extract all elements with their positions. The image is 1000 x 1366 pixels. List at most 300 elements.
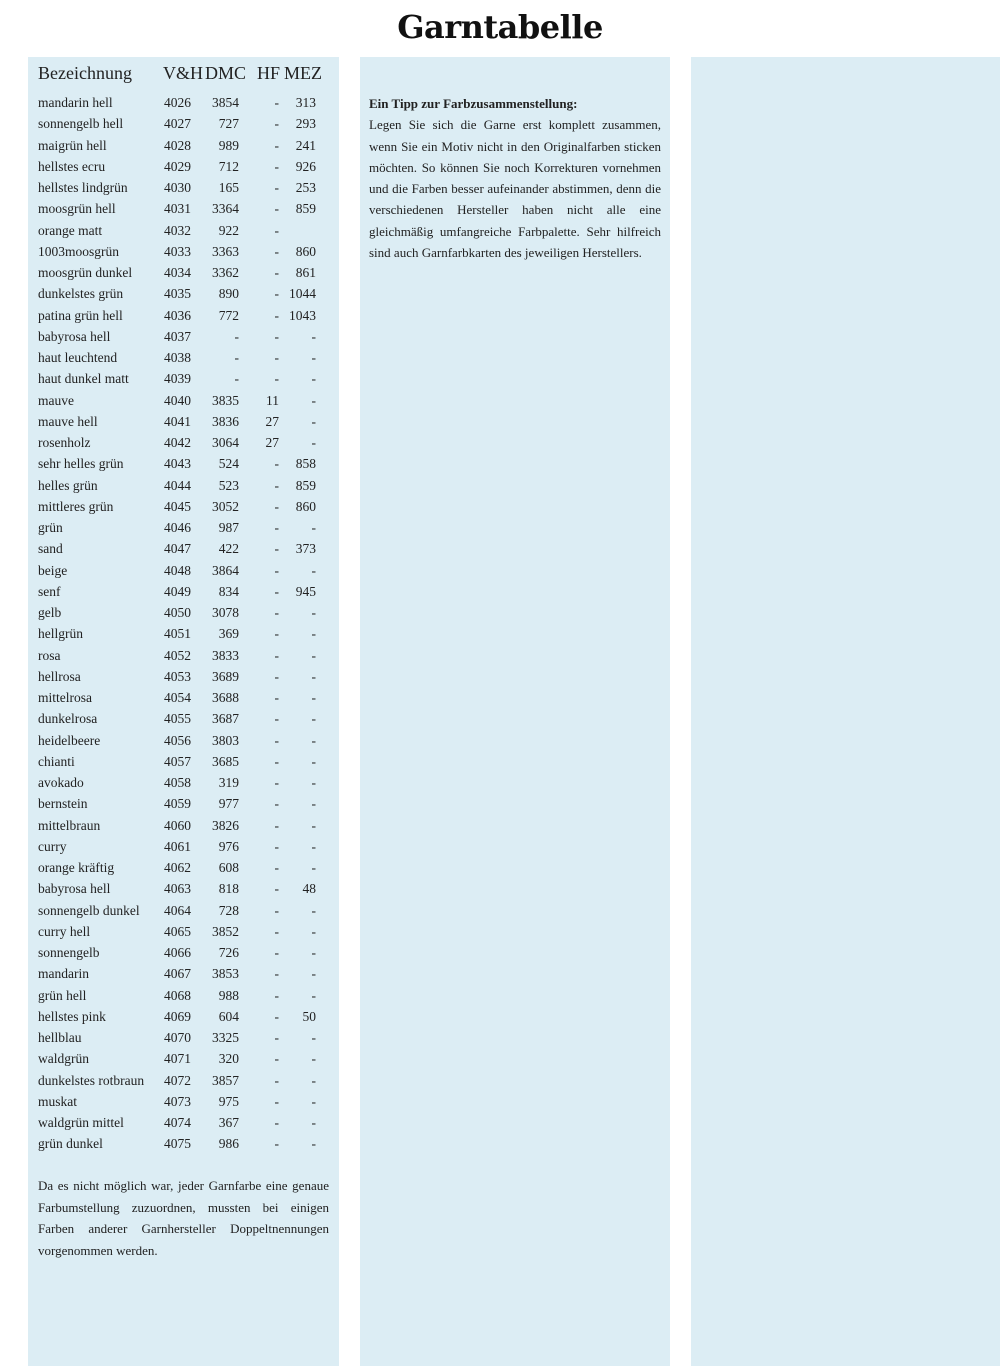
cell-mez: - (311, 435, 316, 450)
cell-hf: - (274, 1051, 279, 1067)
cell-vh: 4060 (164, 817, 191, 833)
cell-name: hellstes lindgrün (38, 180, 128, 195)
cell-hf: - (274, 945, 279, 960)
cell-name: waldgrün mittel (38, 1115, 124, 1130)
cell-hf: - (274, 860, 279, 875)
cell-name: mandarin hell (38, 95, 113, 110)
cell-mez: - (311, 987, 316, 1003)
cell-mez: - (311, 371, 316, 387)
cell-name: maigrün hell (38, 137, 107, 153)
cell-dmc: 422 (218, 541, 239, 557)
table-row (28, 815, 339, 836)
cell-name: hellstes ecru (38, 158, 106, 174)
table-row (28, 985, 339, 1006)
cell-name: chianti (38, 753, 75, 769)
header-name: Bezeichnung (38, 63, 132, 83)
cell-mez: - (311, 1030, 316, 1045)
cell-mez: - (311, 413, 316, 429)
table-row (28, 326, 339, 347)
page-title: Garntabelle (397, 8, 603, 46)
cell-hf: - (274, 371, 279, 387)
cell-name: helles grün (38, 477, 98, 493)
cell-hf: - (274, 201, 279, 217)
cell-mez: - (311, 626, 316, 642)
cell-dmc: 320 (218, 1051, 239, 1067)
cell-name: orange kräftig (38, 860, 115, 875)
cell-mez: - (311, 1072, 316, 1088)
cell-hf: - (274, 1072, 279, 1088)
cell-hf: - (274, 286, 279, 302)
table-row (28, 156, 339, 177)
table-row (28, 368, 339, 389)
table-row (28, 177, 339, 198)
cell-mez: - (311, 838, 316, 854)
table-row (28, 793, 339, 814)
table-row (28, 751, 339, 772)
cell-hf: - (274, 1008, 279, 1024)
cell-dmc: 604 (218, 1008, 239, 1024)
table-row (28, 1133, 339, 1154)
cell-vh: 4070 (164, 1030, 191, 1045)
cell-name: mittelrosa (38, 690, 92, 705)
tip-box (369, 93, 661, 263)
cell-vh: 4056 (164, 732, 191, 748)
cell-mez: - (311, 1051, 316, 1067)
cell-dmc: 3852 (212, 923, 239, 939)
cell-vh: 4072 (164, 1072, 191, 1088)
cell-name: babyrosa hell (38, 328, 111, 344)
cell-name: sehr helles grün (38, 456, 124, 472)
cell-dmc: 3864 (212, 562, 239, 578)
table-row (28, 645, 339, 666)
cell-mez: 859 (295, 477, 316, 493)
table-row (28, 453, 339, 474)
cell-dmc: 3854 (212, 95, 239, 110)
cell-mez: - (311, 350, 316, 365)
cell-name: muskat (38, 1093, 77, 1109)
cell-dmc: 3689 (212, 668, 239, 684)
cell-vh: 4045 (164, 498, 191, 514)
table-row (28, 666, 339, 687)
cell-hf: - (274, 987, 279, 1003)
cell-name: grün (38, 520, 63, 535)
cell-name: waldgrün (38, 1051, 89, 1067)
cell-mez: - (311, 945, 316, 960)
table-row (28, 900, 339, 921)
cell-dmc: 523 (218, 477, 239, 493)
table-row (28, 836, 339, 857)
cell-hf: - (274, 966, 279, 982)
cell-name: babyrosa hell (38, 881, 111, 897)
cell-mez: 860 (295, 498, 316, 514)
cell-vh: 4058 (164, 775, 191, 790)
cell-dmc: 3688 (212, 690, 239, 705)
cell-dmc: 3078 (212, 605, 239, 620)
cell-hf: - (274, 690, 279, 705)
cell-mez: - (311, 860, 316, 875)
cell-vh: 4040 (164, 392, 191, 408)
cell-name: bernstein (38, 796, 88, 812)
cell-hf: - (274, 541, 279, 557)
cell-dmc: 922 (218, 222, 239, 238)
cell-name: haut dunkel matt (38, 371, 129, 387)
cell-hf: - (274, 498, 279, 514)
table-row (28, 113, 339, 134)
cell-mez: 926 (295, 158, 316, 174)
cell-dmc: 772 (218, 307, 239, 323)
cell-name: heidelbeere (38, 732, 101, 748)
table-row (28, 581, 339, 602)
empty-panel (691, 57, 1000, 1366)
cell-mez: 50 (302, 1008, 316, 1024)
cell-hf: - (274, 605, 279, 620)
cell-vh: 4067 (164, 966, 191, 982)
cell-dmc: 834 (218, 583, 239, 599)
table-row (28, 390, 339, 411)
cell-name: mauve (38, 392, 74, 408)
cell-name: beige (38, 562, 68, 578)
cell-dmc: 728 (218, 902, 239, 918)
table-row (28, 475, 339, 496)
cell-hf: - (274, 116, 279, 132)
cell-name: hellblau (38, 1030, 82, 1045)
cell-name: rosa (38, 647, 61, 663)
cell-name: mauve hell (38, 413, 98, 429)
cell-hf: - (274, 626, 279, 642)
cell-mez: - (311, 328, 316, 344)
cell-mez: 859 (295, 201, 316, 217)
cell-vh: 4064 (164, 902, 191, 918)
cell-mez: - (311, 562, 316, 578)
table-row (28, 432, 339, 453)
cell-hf: - (274, 1030, 279, 1045)
table-row (28, 560, 339, 581)
table-row (28, 496, 339, 517)
cell-dmc: 986 (218, 1136, 239, 1152)
cell-vh: 4037 (164, 328, 191, 344)
cell-vh: 4029 (164, 158, 191, 174)
tip-panel (360, 57, 670, 1366)
cell-hf: - (274, 796, 279, 812)
cell-dmc: 727 (218, 116, 239, 132)
cell-mez: 1043 (289, 307, 316, 323)
cell-dmc: - (234, 371, 239, 387)
cell-mez: - (311, 520, 316, 535)
cell-vh: 4036 (164, 307, 191, 323)
table-row (28, 538, 339, 559)
cell-vh: 4044 (164, 477, 191, 493)
cell-vh: 4055 (164, 711, 191, 727)
cell-dmc: 369 (218, 626, 239, 642)
cell-dmc: 818 (218, 881, 239, 897)
cell-vh: 4061 (164, 838, 191, 854)
cell-dmc: 726 (218, 945, 239, 960)
cell-vh: 4054 (164, 690, 191, 705)
table-row (28, 963, 339, 984)
cell-mez: - (311, 753, 316, 769)
table-row (28, 347, 339, 368)
cell-mez: 861 (295, 265, 316, 280)
cell-mez: 1044 (289, 286, 316, 302)
cell-hf: - (274, 668, 279, 684)
table-row (28, 198, 339, 219)
table-row (28, 411, 339, 432)
table-header (28, 63, 339, 87)
cell-vh: 4075 (164, 1136, 191, 1152)
cell-dmc: 3363 (212, 243, 239, 259)
cell-dmc: 524 (218, 456, 239, 472)
cell-vh: 4049 (164, 583, 191, 599)
cell-hf: - (274, 137, 279, 153)
cell-dmc: 3362 (212, 265, 239, 280)
cell-vh: 4062 (164, 860, 191, 875)
table-row (28, 730, 339, 751)
cell-hf: - (274, 180, 279, 195)
cell-vh: 4071 (164, 1051, 191, 1067)
cell-dmc: 3064 (212, 435, 239, 450)
table-row (28, 857, 339, 878)
cell-name: mandarin (38, 966, 89, 982)
cell-hf: - (274, 456, 279, 472)
cell-name: gelb (38, 605, 62, 620)
tip-heading: Ein Tipp zur Farbzusammenstellung: (369, 96, 578, 111)
cell-vh: 4047 (164, 541, 191, 557)
cell-hf: - (274, 753, 279, 769)
cell-name: patina grün hell (38, 307, 123, 323)
cell-name: curry (38, 838, 67, 854)
cell-dmc: 976 (218, 838, 239, 854)
cell-dmc: 3833 (212, 647, 239, 663)
cell-name: mittleres grün (38, 498, 114, 514)
cell-mez: 48 (302, 881, 316, 897)
cell-hf: - (274, 1136, 279, 1152)
cell-dmc: 3835 (212, 392, 239, 408)
cell-hf: - (274, 1093, 279, 1109)
cell-dmc: 977 (218, 796, 239, 812)
cell-name: moosgrün hell (38, 201, 116, 217)
cell-vh: 4050 (164, 605, 191, 620)
cell-vh: 4042 (164, 435, 191, 450)
table-row (28, 921, 339, 942)
table-row (28, 92, 339, 113)
cell-name: dunkelrosa (38, 711, 98, 727)
table-row (28, 1048, 339, 1069)
cell-vh: 4052 (164, 647, 191, 663)
cell-name: grün hell (38, 987, 87, 1003)
cell-name: dunkelstes grün (38, 286, 124, 302)
cell-hf: - (274, 243, 279, 259)
cell-hf: - (274, 775, 279, 790)
cell-hf: - (274, 838, 279, 854)
table-row (28, 772, 339, 793)
table-row (28, 517, 339, 538)
cell-hf: 27 (265, 413, 279, 429)
cell-dmc: 367 (218, 1115, 239, 1130)
cell-mez: - (311, 775, 316, 790)
cell-name: rosenholz (38, 435, 91, 450)
cell-hf: - (274, 350, 279, 365)
cell-hf: - (274, 222, 279, 238)
cell-mez: - (311, 392, 316, 408)
cell-mez: - (311, 732, 316, 748)
cell-hf: - (274, 328, 279, 344)
cell-hf: - (274, 307, 279, 323)
cell-dmc: 3364 (212, 201, 239, 217)
cell-dmc: 989 (218, 137, 239, 153)
cell-vh: 4041 (164, 413, 191, 429)
cell-dmc: 3857 (212, 1072, 239, 1088)
cell-vh: 4068 (164, 987, 191, 1003)
cell-mez: - (311, 668, 316, 684)
cell-mez: 241 (295, 137, 316, 153)
table-row (28, 602, 339, 623)
cell-mez: 313 (295, 95, 316, 110)
cell-hf: - (274, 520, 279, 535)
cell-dmc: 3836 (212, 413, 239, 429)
cell-mez: - (311, 605, 316, 620)
cell-name: dunkelstes rotbraun (38, 1072, 145, 1088)
cell-hf: - (274, 158, 279, 174)
cell-name: senf (38, 583, 61, 599)
cell-vh: 4059 (164, 796, 191, 812)
cell-dmc: 3853 (212, 966, 239, 982)
cell-hf: - (274, 923, 279, 939)
header-mez: MEZ (284, 63, 322, 83)
table-row (28, 1091, 339, 1112)
cell-dmc: - (234, 328, 239, 344)
cell-vh: 4026 (164, 95, 191, 110)
table-row (28, 942, 339, 963)
cell-dmc: - (234, 350, 239, 365)
cell-hf: - (274, 817, 279, 833)
cell-dmc: 712 (218, 158, 239, 174)
table-row (28, 623, 339, 644)
cell-hf: - (274, 265, 279, 280)
table-row (28, 220, 339, 241)
table-row (28, 283, 339, 304)
cell-mez: 373 (295, 541, 316, 557)
cell-hf: - (274, 1115, 279, 1130)
cell-name: grün dunkel (38, 1136, 103, 1152)
cell-vh: 4069 (164, 1008, 191, 1024)
cell-hf: - (274, 562, 279, 578)
cell-vh: 4039 (164, 371, 191, 387)
cell-hf: - (274, 95, 279, 110)
cell-vh: 4038 (164, 350, 191, 365)
cell-vh: 4057 (164, 753, 191, 769)
cell-mez: - (311, 1136, 316, 1152)
cell-dmc: 3685 (212, 753, 239, 769)
cell-dmc: 3826 (212, 817, 239, 833)
cell-mez: - (311, 1093, 316, 1109)
cell-name: hellgrün (38, 626, 83, 642)
cell-dmc: 608 (218, 860, 239, 875)
cell-mez: - (311, 817, 316, 833)
table-row (28, 1006, 339, 1027)
table-body (28, 92, 339, 1155)
cell-vh: 4053 (164, 668, 191, 684)
cell-mez: - (311, 711, 316, 727)
cell-dmc: 3325 (212, 1030, 239, 1045)
table-row (28, 1112, 339, 1133)
cell-mez: - (311, 647, 316, 663)
cell-vh: 4046 (164, 520, 191, 535)
cell-vh: 4030 (164, 180, 191, 195)
cell-hf: 27 (265, 435, 279, 450)
cell-name: moosgrün dunkel (38, 265, 133, 280)
cell-vh: 4034 (164, 265, 191, 280)
table-row (28, 262, 339, 283)
tip-body: Legen Sie sich die Garne erst komplett zusammen, wenn Sie ein Motiv nicht in den Originalfarben sticken möchten. So können Sie noch Korrekturen vornehmen und die Farben besser aufeinander abstimmen, denn die verschiedenen Hersteller haben nicht alle eine gleichmäßig umfangreiche Farbpalette. Sehr hilfreich sind auch Garnfarbkarten des jeweiligen Herstellers. (369, 117, 661, 261)
cell-mez: - (311, 796, 316, 812)
cell-dmc: 975 (218, 1093, 239, 1109)
cell-name: orange matt (38, 222, 103, 238)
table-row (28, 878, 339, 899)
cell-mez: 945 (295, 583, 316, 599)
cell-vh: 4063 (164, 881, 191, 897)
cell-name: mittelbraun (38, 817, 101, 833)
table-row (28, 687, 339, 708)
cell-vh: 4066 (164, 945, 191, 960)
table-row (28, 1027, 339, 1048)
cell-mez: - (311, 902, 316, 918)
cell-vh: 4073 (164, 1093, 191, 1109)
cell-name: sonnengelb (38, 945, 100, 960)
cell-vh: 4074 (164, 1115, 191, 1130)
cell-dmc: 988 (218, 987, 239, 1003)
header-hf: HF (257, 63, 281, 83)
cell-mez: 858 (295, 456, 316, 472)
cell-hf: - (274, 477, 279, 493)
cell-vh: 4035 (164, 286, 191, 302)
cell-hf: - (274, 902, 279, 918)
cell-vh: 4065 (164, 923, 191, 939)
cell-dmc: 3687 (212, 711, 239, 727)
cell-vh: 4032 (164, 222, 191, 238)
cell-mez: 293 (295, 116, 316, 132)
cell-hf: - (274, 647, 279, 663)
cell-name: hellstes pink (38, 1008, 106, 1024)
cell-hf: - (274, 583, 279, 599)
cell-vh: 4043 (164, 456, 191, 472)
cell-name: haut leuchtend (38, 350, 118, 365)
cell-dmc: 3803 (212, 732, 239, 748)
yarn-table-panel (28, 57, 339, 1366)
table-row (28, 708, 339, 729)
cell-dmc: 890 (218, 286, 239, 302)
cell-vh: 4051 (164, 626, 191, 642)
cell-vh: 4027 (164, 116, 191, 132)
cell-dmc: 165 (218, 180, 239, 195)
cell-mez: - (311, 690, 316, 705)
cell-hf: - (274, 711, 279, 727)
cell-name: sonnengelb hell (38, 116, 124, 132)
cell-mez: 253 (295, 180, 316, 195)
cell-hf: 11 (266, 392, 279, 408)
table-row (28, 241, 339, 262)
cell-name: sonnengelb dunkel (38, 902, 140, 918)
cell-name: sand (38, 541, 63, 557)
cell-mez: - (311, 923, 316, 939)
cell-name: 1003moosgrün (38, 243, 119, 259)
cell-dmc: 987 (218, 520, 239, 535)
cell-dmc: 319 (218, 775, 239, 790)
table-row (28, 1070, 339, 1091)
header-vh: V&H (163, 63, 203, 83)
cell-vh: 4031 (164, 201, 191, 217)
cell-vh: 4033 (164, 243, 191, 259)
table-row (28, 135, 339, 156)
